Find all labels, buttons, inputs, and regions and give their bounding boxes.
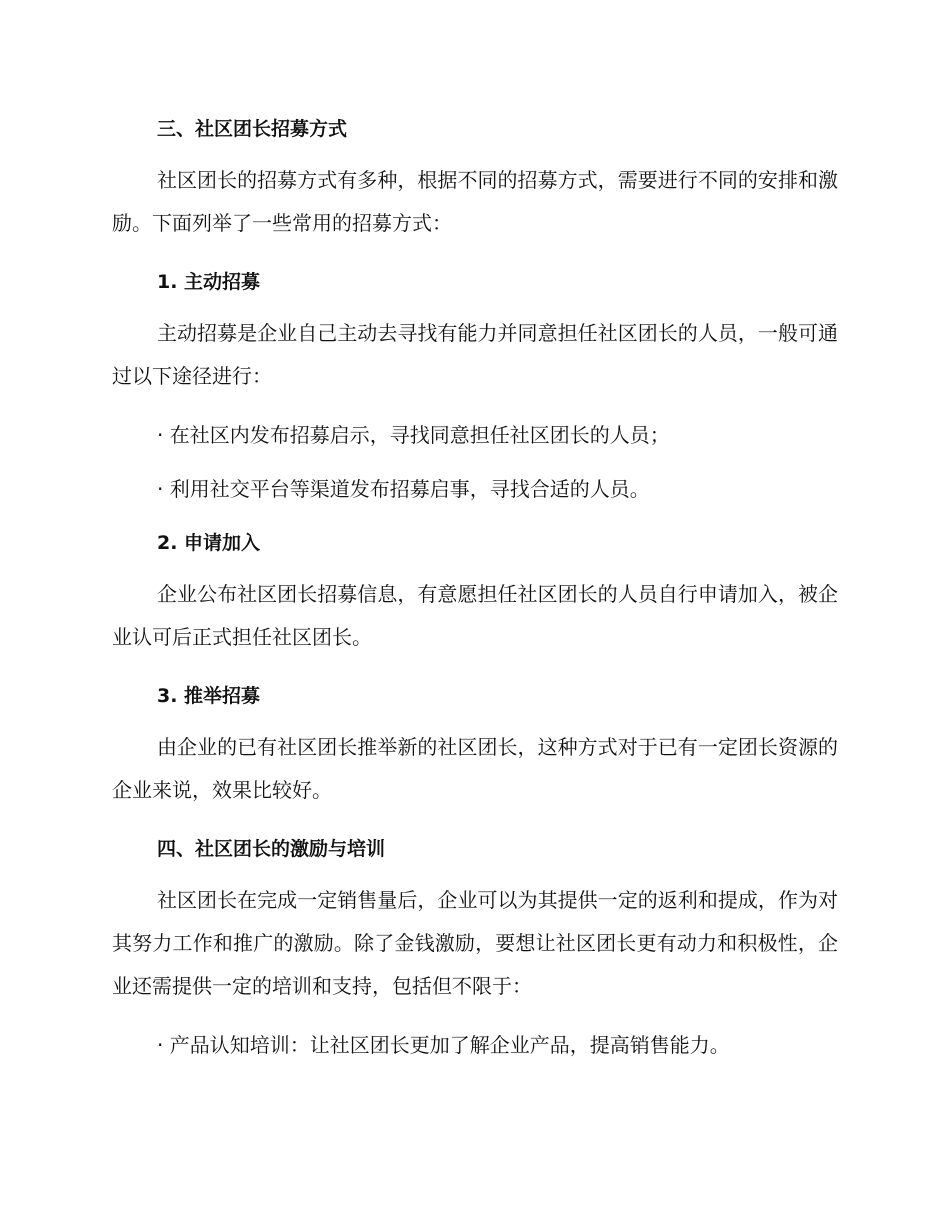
method2-heading: 2. 申请加入 xyxy=(157,532,261,554)
method1-bullet-item: · 在社区内发布招募启示，寻找同意担任社区团长的人员； xyxy=(157,423,670,447)
section4-heading: 四、社区团长的激励与培训 xyxy=(157,838,386,860)
method1-heading: 1. 主动招募 xyxy=(157,271,261,293)
method1-bullet-item: · 利用社交平台等渠道发布招募启事，寻找合适的人员。 xyxy=(157,477,650,501)
method1-paragraph: 主动招募是企业自己主动去寻找有能力并同意担任社区团长的人员，一般可通过以下途径进行： xyxy=(112,321,838,388)
method3-heading: 3. 推举招募 xyxy=(157,685,261,707)
method3-paragraph: 由企业的已有社区团长推举新的社区团长，这种方式对于已有一定团长资源的企业来说，效果比较好。 xyxy=(112,735,838,802)
section4-bullet-item: · 产品认知培训：让社区团长更加了解企业产品，提高销售能力。 xyxy=(157,1033,730,1057)
method2-paragraph: 企业公布社区团长招募信息，有意愿担任社区团长的人员自行申请加入，被企业认可后正式担任社区团长。 xyxy=(112,582,838,649)
document-body xyxy=(112,112,838,1062)
section3-heading: 三、社区团长招募方式 xyxy=(157,118,348,140)
section3-intro-paragraph: 社区团长的招募方式有多种，根据不同的招募方式，需要进行不同的安排和激励。下面列举了一些常用的招募方式： xyxy=(112,168,838,235)
section4-paragraph: 社区团长在完成一定销售量后，企业可以为其提供一定的返利和提成，作为对其努力工作和推广的激励。除了金钱激励，要想让社区团长更有动力和积极性，企业还需提供一定的培训和支持，包括但不限于： xyxy=(112,888,838,998)
